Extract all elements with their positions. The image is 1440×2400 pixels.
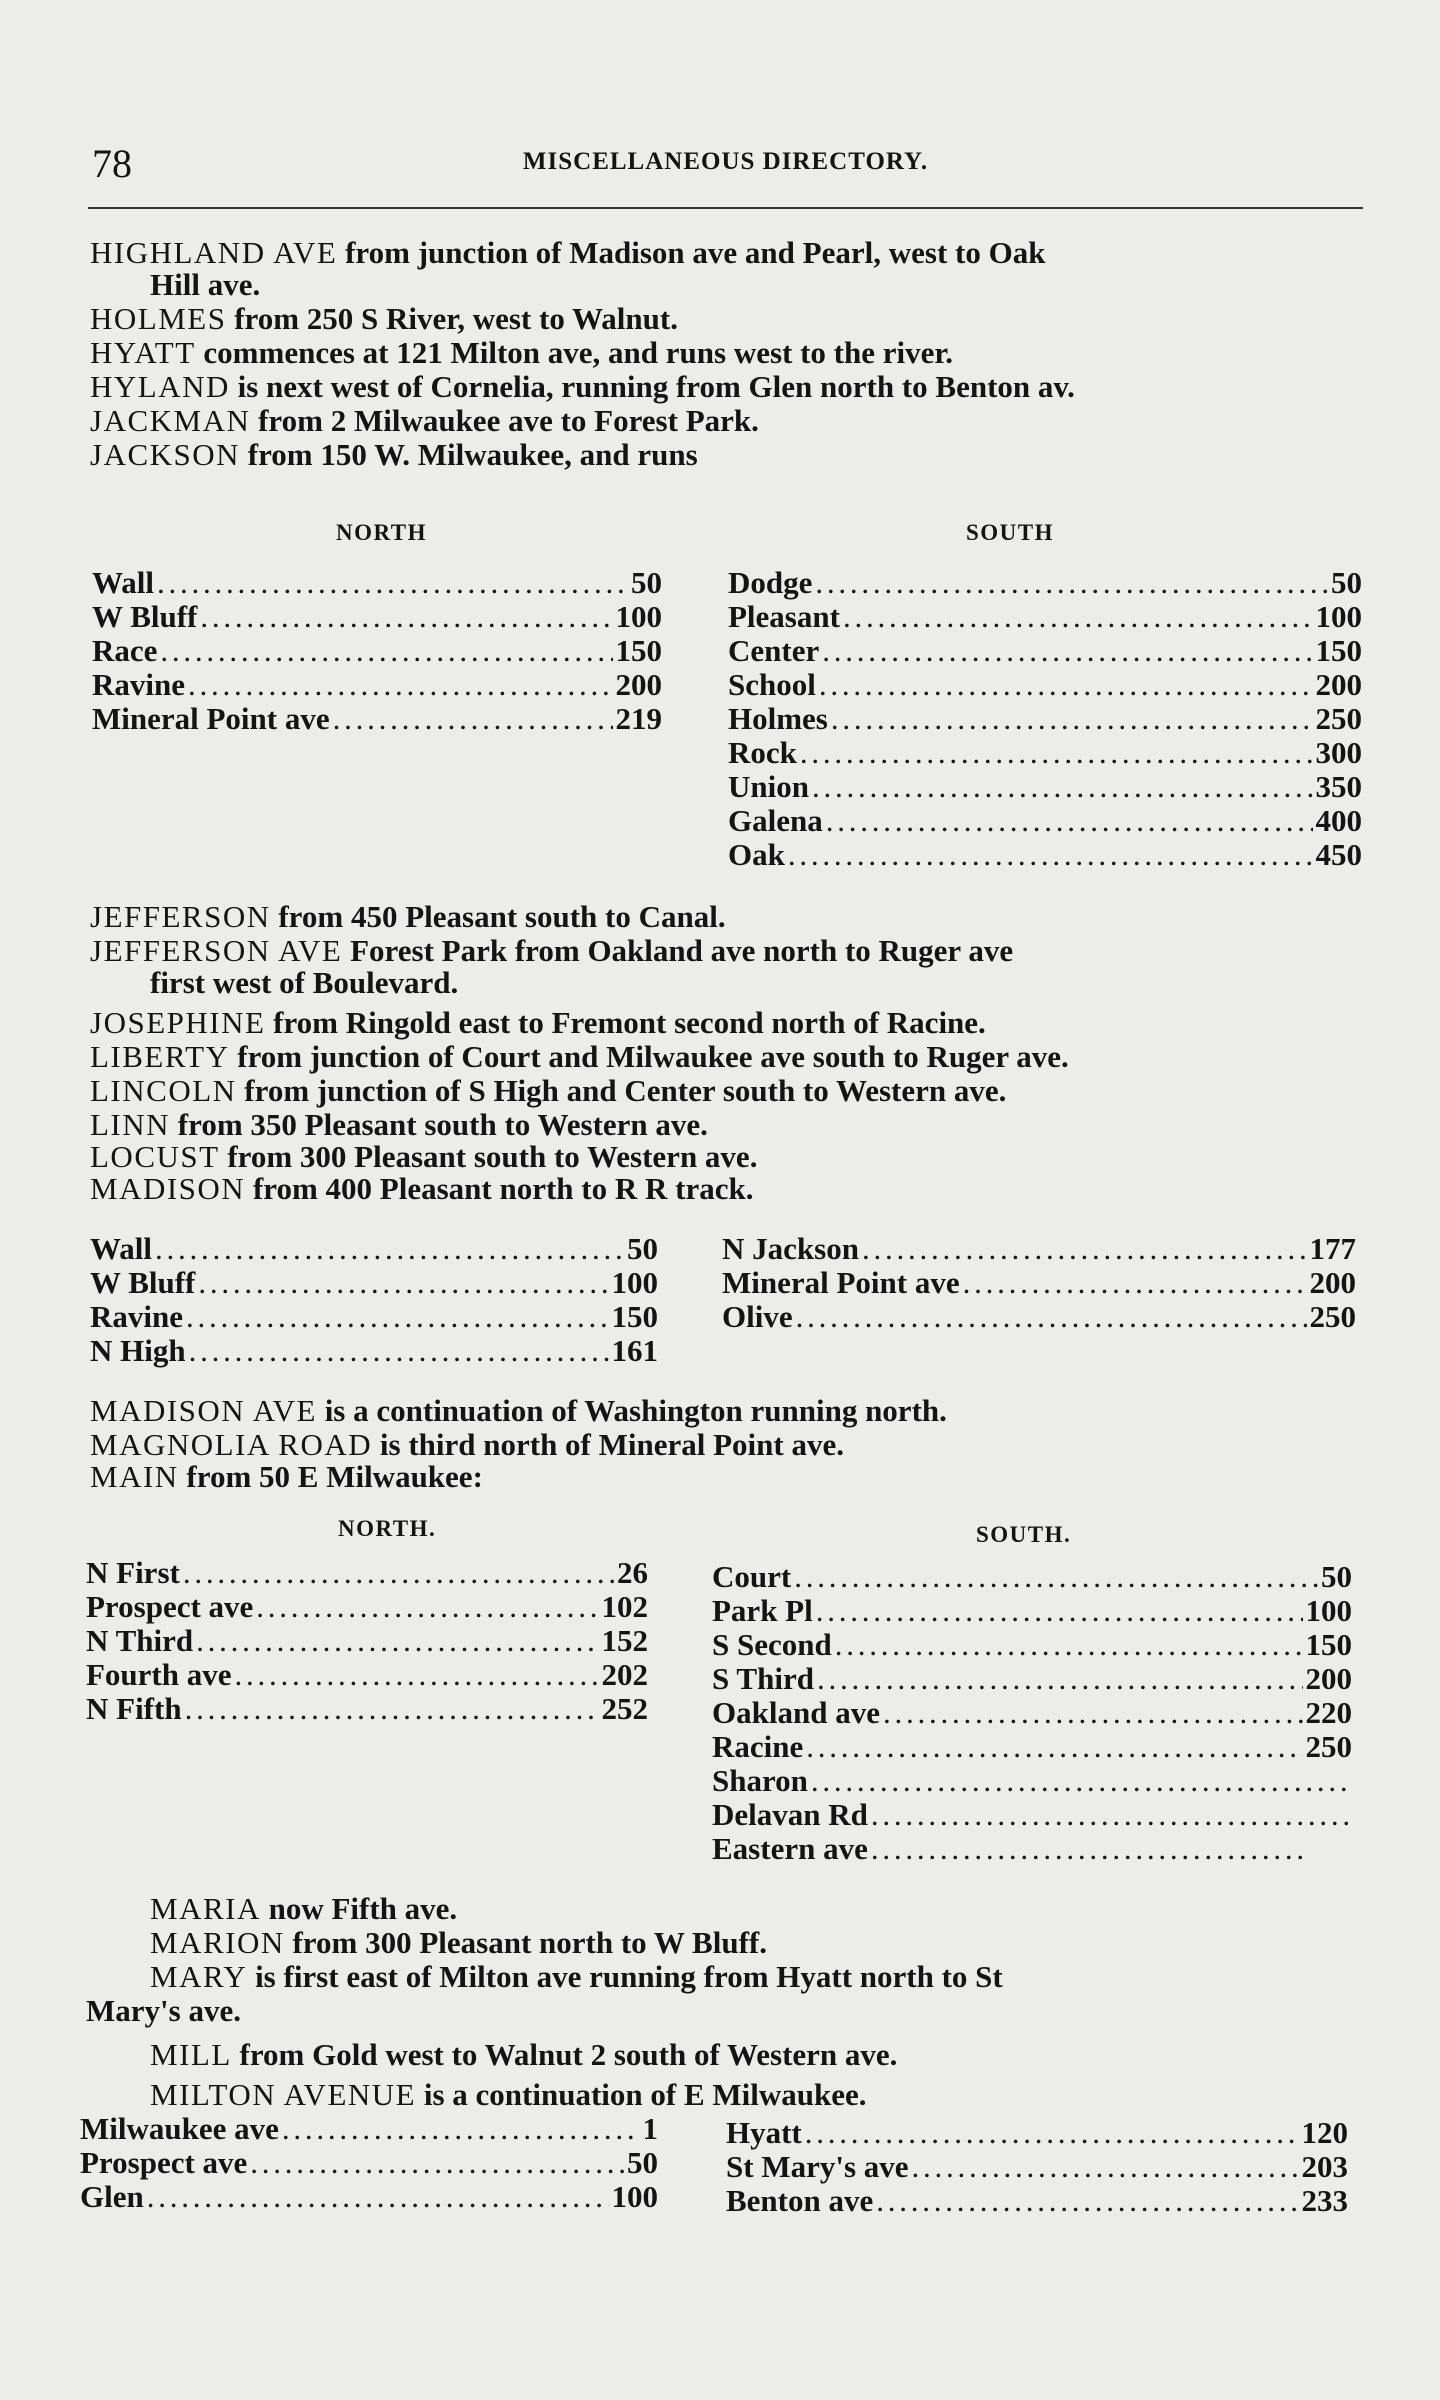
list-item: Pleasant . . . 100 xyxy=(728,600,1362,634)
entry-name: JEFFERSON AVE xyxy=(90,933,343,968)
entry-maria xyxy=(150,1892,1422,1926)
list-item: N Fifth . . . 252 xyxy=(86,1692,648,1726)
entry-magnolia-road xyxy=(90,1428,1362,1462)
list-item: W Bluff . . . 100 xyxy=(90,1266,658,1300)
list-item: Race . . . 150 xyxy=(92,634,662,668)
jackson-south-list xyxy=(728,566,1362,872)
milton-right-list xyxy=(726,2116,1348,2218)
list-item: S Third . . . 200 xyxy=(712,1662,1352,1696)
page-header xyxy=(88,140,1363,190)
list-item: Park Pl . . . 100 xyxy=(712,1594,1352,1628)
entry-madison xyxy=(90,1172,1362,1206)
list-item: Fourth ave . . . 202 xyxy=(86,1658,648,1692)
list-item: Eastern ave . . . xyxy=(712,1832,1312,1866)
list-item: Delavan Rd . . . xyxy=(712,1798,1352,1832)
entry-mill xyxy=(150,2038,1422,2072)
entry-madison-ave xyxy=(90,1394,1362,1428)
list-item: S Second . . . 150 xyxy=(712,1628,1352,1662)
entry-name: MARIA xyxy=(150,1891,261,1926)
entry-name: MARION xyxy=(150,1925,285,1960)
header-rule xyxy=(88,207,1363,209)
list-item: N Jackson . . . 177 xyxy=(722,1232,1356,1266)
entry-text: from Gold west to Walnut 2 south of Western ave. xyxy=(231,2037,898,2072)
entry-name: LINN xyxy=(90,1107,171,1142)
list-item: Court . . . 50 xyxy=(712,1560,1352,1594)
entry-text: from junction of Court and Milwaukee ave south to Ruger ave. xyxy=(229,1039,1069,1074)
entry-name: MADISON AVE xyxy=(90,1393,317,1428)
entry-linn xyxy=(90,1108,1362,1142)
jackson-north-list xyxy=(92,566,662,736)
jackson-north-label: NORTH xyxy=(336,520,428,545)
list-item: Mineral Point ave . . . 200 xyxy=(722,1266,1356,1300)
madison-left-list xyxy=(90,1232,658,1368)
list-item: Mineral Point ave . . . 219 xyxy=(92,702,662,736)
entry-continuation: first west of Boulevard. xyxy=(150,965,459,1000)
entry-text: is a continuation of Washington running north. xyxy=(316,1393,947,1428)
entry-text: from 400 Pleasant north to R R track. xyxy=(245,1171,754,1206)
entry-name: LOCUST xyxy=(90,1139,220,1174)
entry-text: is third north of Mineral Point ave. xyxy=(372,1427,844,1462)
list-item: Sharon . . . xyxy=(712,1764,1352,1798)
entry-jefferson xyxy=(90,900,1362,934)
entry-text: from 300 Pleasant south to Western ave. xyxy=(219,1139,758,1174)
page-number: 78 xyxy=(92,141,132,186)
entry-text: from 50 E Milwaukee: xyxy=(178,1459,483,1494)
entry-name: LIBERTY xyxy=(90,1039,230,1074)
list-item: St Mary's ave . . . 203 xyxy=(726,2150,1348,2184)
entry-hyland xyxy=(90,370,1362,404)
list-item: Milwaukee ave . . . 1 xyxy=(80,2112,658,2146)
entry-name: HOLMES xyxy=(90,301,227,336)
entry-text: from 2 Milwaukee ave to Forest Park. xyxy=(250,403,759,438)
list-item: N First . . . 26 xyxy=(86,1556,648,1590)
entry-name: HIGHLAND AVE xyxy=(90,235,338,270)
list-item: Wall . . . 50 xyxy=(92,566,662,600)
entry-text: from 300 Pleasant north to W Bluff. xyxy=(284,1925,767,1960)
list-item: Prospect ave . . . 102 xyxy=(86,1590,648,1624)
madison-right-list xyxy=(722,1232,1356,1334)
entry-name: MILTON AVENUE xyxy=(150,2077,417,2112)
entry-marion xyxy=(150,1926,1422,1960)
entry-name: MADISON xyxy=(90,1171,246,1206)
list-item: Holmes . . . 250 xyxy=(728,702,1362,736)
entry-lincoln xyxy=(90,1074,1362,1108)
entry-text: Forest Park from Oakland ave north to Ruger ave xyxy=(342,933,1014,968)
entry-text: from 250 S River, west to Walnut. xyxy=(226,301,678,336)
entry-text: from 450 Pleasant south to Canal. xyxy=(270,899,726,934)
entry-name: JACKMAN xyxy=(90,403,251,438)
entry-name: HYATT xyxy=(90,335,196,370)
list-item: Union . . . 350 xyxy=(728,770,1362,804)
list-item: Benton ave . . . 233 xyxy=(726,2184,1348,2218)
entry-name: JEFFERSON xyxy=(90,899,271,934)
entry-liberty xyxy=(90,1040,1362,1074)
list-item: Dodge . . . 50 xyxy=(728,566,1362,600)
entry-locust xyxy=(90,1140,1362,1174)
list-item: Galena . . . 400 xyxy=(728,804,1362,838)
entry-text: commences at 121 Milton ave, and runs west to the river. xyxy=(195,335,954,370)
entry-jefferson-ave xyxy=(90,934,1362,968)
entry-josephine xyxy=(90,1006,1362,1040)
entry-text: from junction of S High and Center south to Western ave. xyxy=(236,1073,1007,1108)
entry-name: JACKSON xyxy=(90,437,241,472)
main-south-label: SOUTH. xyxy=(976,1522,1072,1547)
entry-text: is first east of Milton ave running from Hyatt north to St xyxy=(247,1959,1003,1994)
running-title: MISCELLANEOUS DIRECTORY. xyxy=(522,148,929,175)
list-item: Prospect ave . . . 50 xyxy=(80,2146,658,2180)
entry-mary xyxy=(150,1960,1358,1994)
entry-main xyxy=(90,1460,1362,1494)
entry-text: now Fifth ave. xyxy=(260,1891,458,1926)
entry-jackson xyxy=(90,438,1362,472)
list-item: Oak . . . 450 xyxy=(728,838,1362,872)
list-item: Rock . . . 300 xyxy=(728,736,1362,770)
entry-holmes xyxy=(90,302,1362,336)
entry-jackman xyxy=(90,404,1362,438)
list-item: Center . . . 150 xyxy=(728,634,1362,668)
jackson-south-label: SOUTH xyxy=(966,520,1055,545)
list-item: Racine . . . 250 xyxy=(712,1730,1352,1764)
list-item: Ravine . . . 150 xyxy=(90,1300,658,1334)
main-south-list xyxy=(712,1560,1352,1866)
entry-name: MILL xyxy=(150,2037,232,2072)
list-item: N Third . . . 152 xyxy=(86,1624,648,1658)
entry-name: MAGNOLIA ROAD xyxy=(90,1427,373,1462)
entry-name: JOSEPHINE xyxy=(90,1005,266,1040)
entry-name: MAIN xyxy=(90,1459,179,1494)
entry-continuation: Hill ave. xyxy=(150,267,261,302)
entry-text: from 150 W. Milwaukee, and runs xyxy=(240,437,698,472)
entry-text: from 350 Pleasant south to Western ave. xyxy=(170,1107,708,1142)
list-item: Glen . . . 100 xyxy=(80,2180,658,2214)
entry-name: MARY xyxy=(150,1959,248,1994)
entry-text: is a continuation of E Milwaukee. xyxy=(416,2077,867,2112)
entry-name: HYLAND xyxy=(90,369,230,404)
entry-text: from junction of Madison ave and Pearl, west to Oak xyxy=(337,235,1046,270)
entry-hyatt xyxy=(90,336,1362,370)
main-north-list xyxy=(86,1556,648,1726)
list-item: Olive . . . 250 xyxy=(722,1300,1356,1334)
entry-name: LINCOLN xyxy=(90,1073,237,1108)
list-item: W Bluff . . . 100 xyxy=(92,600,662,634)
entry-text: is next west of Cornelia, running from Glen north to Benton av. xyxy=(229,369,1075,404)
main-north-label: NORTH. xyxy=(338,1516,437,1541)
milton-left-list xyxy=(80,2112,658,2214)
entry-text: from Ringold east to Fremont second north of Racine. xyxy=(265,1005,986,1040)
list-item: Hyatt . . . 120 xyxy=(726,2116,1348,2150)
list-item: School . . . 200 xyxy=(728,668,1362,702)
list-item: Ravine . . . 200 xyxy=(92,668,662,702)
entry-highland-ave xyxy=(90,236,1362,270)
list-item: N High . . . 161 xyxy=(90,1334,658,1368)
list-item: Wall . . . 50 xyxy=(90,1232,658,1266)
entry-continuation: Mary's ave. xyxy=(86,1993,241,2028)
entry-milton-avenue xyxy=(150,2078,1422,2112)
list-item: Oakland ave . . . 220 xyxy=(712,1696,1352,1730)
